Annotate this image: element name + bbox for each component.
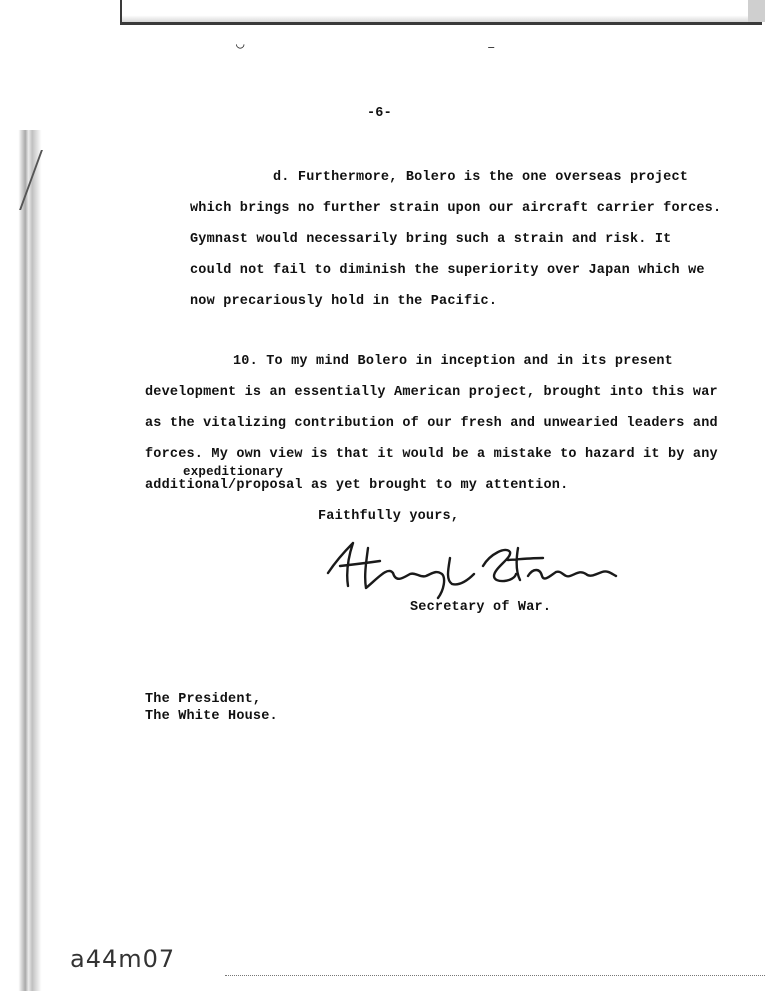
page-top-edge: [120, 0, 762, 25]
page-number: -6-: [367, 106, 392, 121]
paragraph-d-line: now precariously hold in the Pacific.: [190, 294, 498, 309]
paragraph-d-line: could not fail to diminish the superiority over Japan which we: [190, 263, 705, 278]
paragraph-10-line: forces. My own view is that it would be a mistake to hazard it by any: [145, 447, 718, 462]
paragraph-10-line: as the vitalizing contribution of our fresh and unwearied leaders and: [145, 416, 718, 431]
handwritten-insertion: expeditionary: [183, 465, 284, 479]
addressee-line: The White House.: [145, 709, 278, 724]
archive-handwritten-mark: a44m07: [70, 945, 176, 973]
paragraph-10-line: 10. To my mind Bolero in inception and in its present: [233, 354, 673, 369]
page-corner-shadow: [748, 0, 765, 22]
ink-speck: –: [487, 40, 496, 56]
paragraph-10-line: development is an essentially American project, brought into this war: [145, 385, 718, 400]
signer-title: Secretary of War.: [410, 600, 552, 615]
paragraph-d-line: which brings no further strain upon our aircraft carrier forces.: [190, 201, 722, 216]
ink-speck: ◡: [236, 37, 245, 53]
page-bottom-edge: [225, 975, 765, 980]
paragraph-10-line: additional/proposal as yet brought to my attention.: [145, 478, 569, 493]
page-left-edge-shadow: [0, 130, 46, 991]
addressee-line: The President,: [145, 692, 262, 707]
paragraph-d-line: Gymnast would necessarily bring such a strain and risk. It: [190, 232, 672, 247]
closing-salutation: Faithfully yours,: [318, 509, 460, 524]
paragraph-d-line: d. Furthermore, Bolero is the one overseas project: [273, 170, 689, 185]
handwritten-signature: [318, 528, 618, 608]
